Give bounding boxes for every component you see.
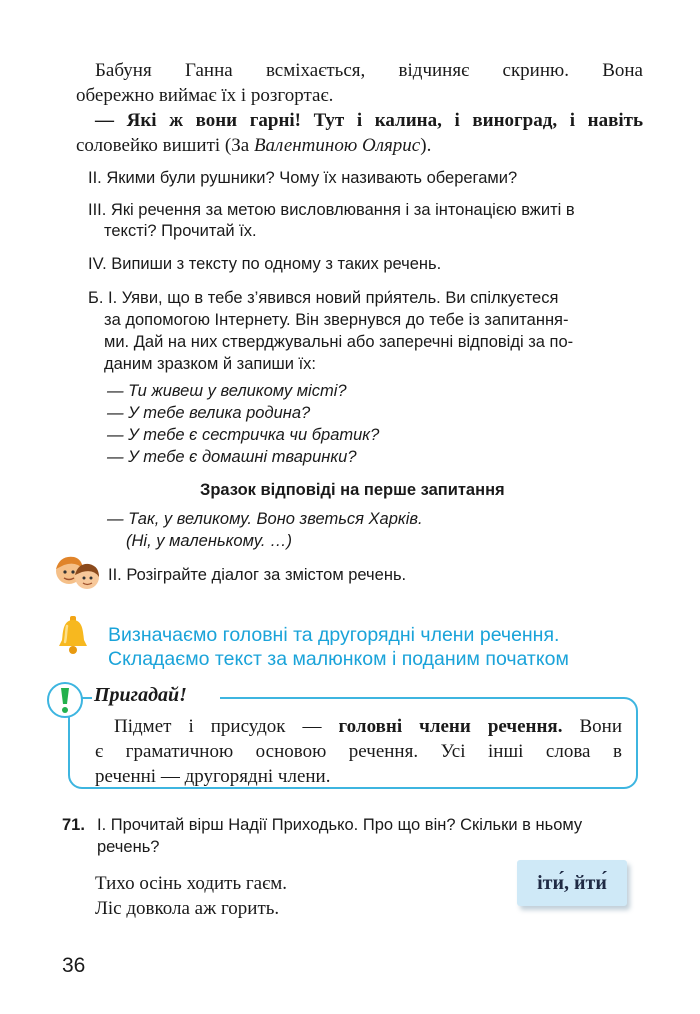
task-iii-cont: тексті? Прочитай їх.: [104, 222, 257, 240]
poem-line: Ліс довкола аж горить.: [95, 898, 280, 919]
exercise-task-cont: речень?: [97, 838, 160, 856]
remember-term: головні члени речення.: [338, 716, 563, 737]
task-ii: ІІ. Якими були рушники? Чому їх називають оберегами?: [88, 169, 518, 187]
task-iv: IV. Випиши з тексту по одному з таких речень.: [88, 255, 442, 273]
question-item: — У тебе є сестричка чи братик?: [107, 426, 380, 444]
task-iii: ІІІ. Які речення за метою висловлювання і за інтонацією вжиті в: [88, 201, 575, 219]
story-text: ).: [420, 135, 432, 156]
word-stress-text: іти́, йти́: [537, 871, 607, 894]
story-line: Бабуня Ганна всміхається, відчиняє скриню. Вона: [95, 60, 643, 81]
children-pair-icon: [52, 553, 102, 593]
remember-line: є граматичною основою речення. Усі інші слова в: [95, 741, 622, 762]
remember-line: [114, 714, 622, 739]
author-name: Валентиною Олярис: [253, 135, 421, 156]
remember-label: Пригадай!: [94, 684, 187, 706]
sample-answer-alt: (Ні, у маленькому. …): [126, 532, 293, 550]
remember-text: Підмет і присудок —: [114, 716, 339, 737]
exercise-task: І. Прочитай вірш Надії Приходько. Про що він? Скільки в ньому: [97, 816, 583, 834]
sample-answer: — Так, у великому. Воно зветься Харків.: [107, 510, 423, 528]
part-b-line: даним зразком й запиши їх:: [104, 355, 317, 373]
exclamation-icon: [46, 681, 84, 719]
question-item: — У тебе велика родина?: [107, 404, 311, 422]
story-line: обережно виймає їх і розгортає.: [76, 85, 334, 106]
sample-heading: Зразок відповіді на перше запитання: [200, 481, 505, 499]
part-b-line: за допомогою Інтернету. Він звернувся до тебе із запитання-: [104, 311, 569, 329]
dialog-task: ІІ. Розіграйте діалог за змістом речень.: [108, 566, 407, 584]
section-title: Складаємо текст за малюнком і поданим початком: [108, 648, 569, 670]
story-line: [76, 133, 646, 158]
remember-text: Вони: [562, 716, 622, 737]
part-b-line: Б. І. Уяви, що в тебе з’явився новий при́ятель. Ви спілкуєтеся: [88, 289, 559, 307]
question-item: — Ти живеш у великому місті?: [107, 382, 347, 400]
word-stress-chip: [517, 860, 627, 906]
exercise-number: 71.: [62, 816, 85, 834]
poem-line: Тихо осінь ходить гаєм.: [95, 873, 288, 894]
part-b-line: ми. Дай на них стверджувальні або заперечні відповіді за по-: [104, 333, 574, 351]
page-number: 36: [62, 954, 86, 977]
remember-line: реченні — другорядні члени.: [95, 766, 331, 787]
section-title: Визначаємо головні та другорядні члени речення.: [108, 624, 560, 646]
bell-icon: [56, 614, 90, 656]
story-line: — Які ж вони гарні! Тут і калина, і виноград, і навіть: [95, 110, 643, 131]
story-text: соловейко вишиті (За: [76, 135, 254, 156]
question-item: — У тебе є домашні тваринки?: [107, 448, 357, 466]
